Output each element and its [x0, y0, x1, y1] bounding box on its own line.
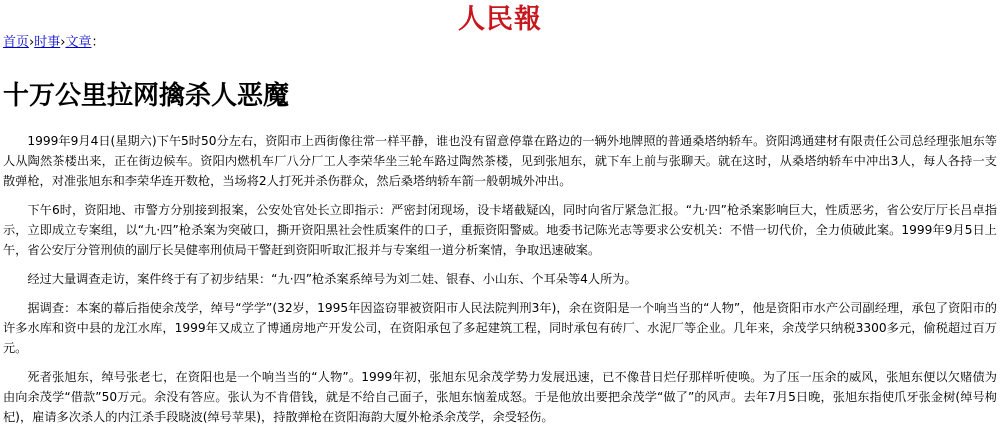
breadcrumb-trailing-colon: ： — [91, 35, 105, 50]
breadcrumb-home-link[interactable]: 首页 — [3, 35, 30, 50]
breadcrumb-separator: › — [60, 35, 66, 50]
breadcrumb-article-link[interactable]: 文章 — [65, 35, 92, 50]
article-paragraph: 1999年9月4日(星期六)下午5时50分左右，资阳市上西街像往常一样平静，谁也没有留意停靠在路边的一辆外地牌照的普通桑塔纳轿车。资阳鸿通建材有限责任公司总经理张旭东等人从陶然茶楼出来，正在街边候车。资阳内燃机车厂八分厂工人李荣华坐三轮车路过陶然茶楼，见到张旭东，就下车上前与张聊天。就在这时，从桑塔纳轿车中冲出3人，每人各持一支散弹枪，对准张旭东和李荣华连开数枪，当场将2人打死并杀伤群众，然后桑塔纳轿车箭一般朝城外冲出。 — [3, 134, 997, 188]
article-body — [0, 131, 1000, 427]
site-logo[interactable]: 人民報 — [458, 4, 542, 35]
article-paragraph: 死者张旭东，绰号张老七，在资阳也是一个响当当的“人物”。1999年初，张旭东见余茂学势力发展迅速，已不像昔日烂仔那样听使唤。为了压一压余的威风，张旭东便以欠赌债为由向余茂学“借款”50万元。余没有答应。张认为不肯借钱，就是不给自己面子，张旭东恼羞成怒。于是他放出要把余茂学“做了”的风声。去年7月5日晚，张旭东指使爪牙张金树(绰号枸杞)，雇请多次杀人的内江杀手段晓波(绰号苹果)，持散弹枪在资阳海韵大厦外枪杀余茂学，余受轻伤。 — [3, 370, 997, 424]
breadcrumb — [3, 34, 104, 52]
masthead — [0, 4, 1000, 36]
page-title: 十万公里拉网擒杀人恶魔 — [3, 81, 290, 111]
breadcrumb-news-link[interactable]: 时事 — [34, 35, 61, 50]
article-paragraph: 据调查：本案的幕后指使余茂学，绰号“学学”(32岁，1995年因盗窃罪被资阳市人民法院判刑3年)，余在资阳是一个响当当的“人物”，他是资阳市水产公司副经理，承包了资阳市的许多水库和资中县的龙江水库，1999年又成立了博通房地产开发公司，在资阳承包了多起建筑工程，同时承包有砖厂、水泥厂等企业。几年来，余茂学只纳税3300多元，偷税超过百万元。 — [3, 301, 997, 355]
breadcrumb-separator: › — [29, 35, 35, 50]
article-paragraph: 经过大量调查走访，案件终于有了初步结果：“九·四”枪杀案系绰号为刘二娃、银春、小山东、个耳朵等4人所为。 — [27, 272, 637, 286]
article-paragraph: 下午6时，资阳地、市警方分别接到报案，公安处官处长立即指示：严密封闭现场，设卡堵截疑凶，同时向省厅紧急汇报。“九·四”枪杀案影响巨大，性质恶劣，省公安厅厅长吕卓指示，立即成立专案组，以“九·四”枪杀案为突破口，撕开资阳黑社会性质案件的口子，重振资阳警威。地委书记陈光志等要求公安机关：不惜一切代价，全力侦破此案。1999年9月5日上午，省公安厅分管刑侦的副厅长吴健率刑侦局干警赶到资阳听取汇报并与专案组一道分析案情，争取迅速破案。 — [3, 203, 997, 257]
